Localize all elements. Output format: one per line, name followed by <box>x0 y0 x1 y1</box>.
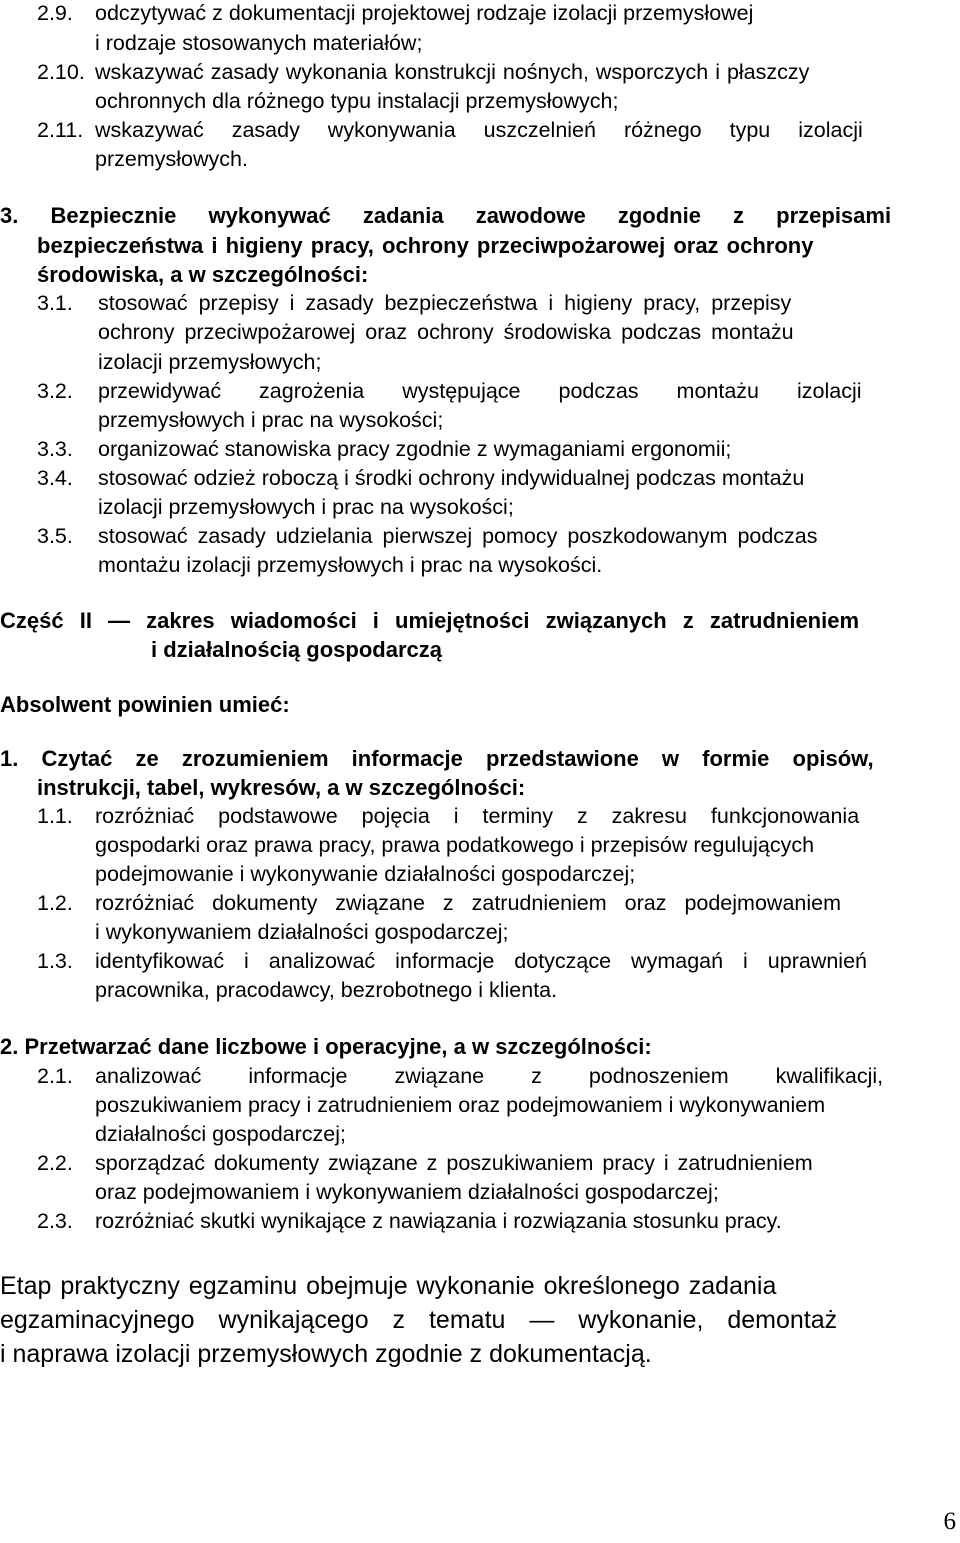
item-text-line: i wykonywaniem działalności gospodarczej; <box>95 920 509 944</box>
part-heading: Część II — zakres wiadomości i umiejętności związanych z zatrudnieniem <box>0 608 860 633</box>
item-text-line: sporządzać dokumenty związane z poszukiwaniem pracy i zatrudnieniem <box>95 1151 813 1175</box>
item-text-line: ochronnych dla różnego typu instalacji przemysłowych; <box>95 89 619 113</box>
section-heading: instrukcji, tabel, wykresów, a w szczególności: <box>37 775 526 800</box>
item-number: 3.5. <box>37 524 73 548</box>
item-text-line: i rodzaje stosowanych materiałów; <box>95 31 423 55</box>
closing-paragraph-line: Etap praktyczny egzaminu obejmuje wykonanie określonego zadania <box>0 1272 777 1300</box>
item-text-line: ochrony przeciwpożarowej oraz ochrony środowiska podczas montażu <box>98 320 794 344</box>
item-number: 2.2. <box>37 1151 73 1175</box>
item-text-line: organizować stanowiska pracy zgodnie z wymaganiami ergonomii; <box>98 437 732 461</box>
closing-paragraph-line: i naprawa izolacji przemysłowych zgodnie z dokumentacją. <box>0 1340 652 1368</box>
item-number: 2.1. <box>37 1064 73 1088</box>
item-number: 3.1. <box>37 291 73 315</box>
page-number: 6 <box>943 1508 956 1535</box>
item-number: 1.3. <box>37 949 73 973</box>
part-subtitle: Absolwent powinien umieć: <box>0 692 290 717</box>
item-text-line: rozróżniać podstawowe pojęcia i terminy z zakresu funkcjonowania <box>95 804 860 828</box>
item-text-line: wskazywać zasady wykonywania uszczelnień różnego typu izolacji <box>95 118 863 142</box>
item-number: 2.11. <box>37 118 84 142</box>
item-text-line: analizować informacje związane z podnoszeniem kwalifikacji, <box>95 1064 884 1088</box>
item-number: 2.10. <box>37 60 85 84</box>
item-text-line: izolacji przemysłowych; <box>98 350 322 374</box>
section-heading: środowiska, a w szczególności: <box>37 262 369 287</box>
item-text-line: izolacji przemysłowych i prac na wysokości; <box>98 495 514 519</box>
section-heading: 2. Przetwarzać dane liczbowe i operacyjne, a w szczególności: <box>0 1034 652 1059</box>
item-text-line: stosować odzież roboczą i środki ochrony indywidualnej podczas montażu <box>98 466 805 490</box>
item-number: 3.3. <box>37 437 73 461</box>
item-text-line: rozróżniać dokumenty związane z zatrudnieniem oraz podejmowaniem <box>95 891 841 915</box>
item-text-line: wskazywać zasady wykonania konstrukcji nośnych, wsporczych i płaszczy <box>95 60 810 84</box>
item-text-line: podejmowanie i wykonywanie działalności gospodarczej; <box>95 862 636 886</box>
item-text-line: pracownika, pracodawcy, bezrobotnego i klienta. <box>95 978 558 1002</box>
item-number: 1.2. <box>37 891 73 915</box>
part-heading: i działalnością gospodarczą <box>151 637 442 662</box>
item-text-line: oraz podejmowaniem i wykonywaniem działalności gospodarczej; <box>95 1180 719 1204</box>
item-text-line: rozróżniać skutki wynikające z nawiązania i rozwiązania stosunku pracy. <box>95 1209 782 1233</box>
closing-paragraph-line: egzaminacyjnego wynikającego z tematu — wykonanie, demontaż <box>0 1306 838 1334</box>
item-number: 3.4. <box>37 466 73 490</box>
section-heading: bezpieczeństwa i higieny pracy, ochrony przeciwpożarowej oraz ochrony <box>37 233 814 258</box>
item-number: 1.1. <box>37 804 73 828</box>
item-text-line: działalności gospodarczej; <box>95 1122 346 1146</box>
item-text-line: identyfikować i analizować informacje dotyczące wymagań i uprawnień <box>95 949 867 973</box>
item-text-line: przewidywać zagrożenia występujące podczas montażu izolacji <box>98 379 862 403</box>
item-text-line: przemysłowych. <box>95 147 248 171</box>
item-text-line: odczytywać z dokumentacji projektowej rodzaje izolacji przemysłowej <box>95 1 754 25</box>
item-text-line: stosować zasady udzielania pierwszej pomocy poszkodowanym podczas <box>98 524 818 548</box>
item-text-line: gospodarki oraz prawa pracy, prawa podatkowego i przepisów regulujących <box>95 833 815 857</box>
item-number: 2.3. <box>37 1209 73 1233</box>
item-number: 2.9. <box>37 1 73 25</box>
item-number: 3.2. <box>37 379 73 403</box>
section-heading: 3. Bezpiecznie wykonywać zadania zawodowe zgodnie z przepisami <box>0 203 892 228</box>
item-text-line: stosować przepisy i zasady bezpieczeństwa i higieny pracy, przepisy <box>98 291 792 315</box>
item-text-line: poszukiwaniem pracy i zatrudnieniem oraz podejmowaniem i wykonywaniem <box>95 1093 826 1117</box>
item-text-line: przemysłowych i prac na wysokości; <box>98 408 444 432</box>
section-heading: 1. Czytać ze zrozumieniem informacje przedstawione w formie opisów, <box>0 746 874 771</box>
item-text-line: montażu izolacji przemysłowych i prac na wysokości. <box>98 553 603 577</box>
